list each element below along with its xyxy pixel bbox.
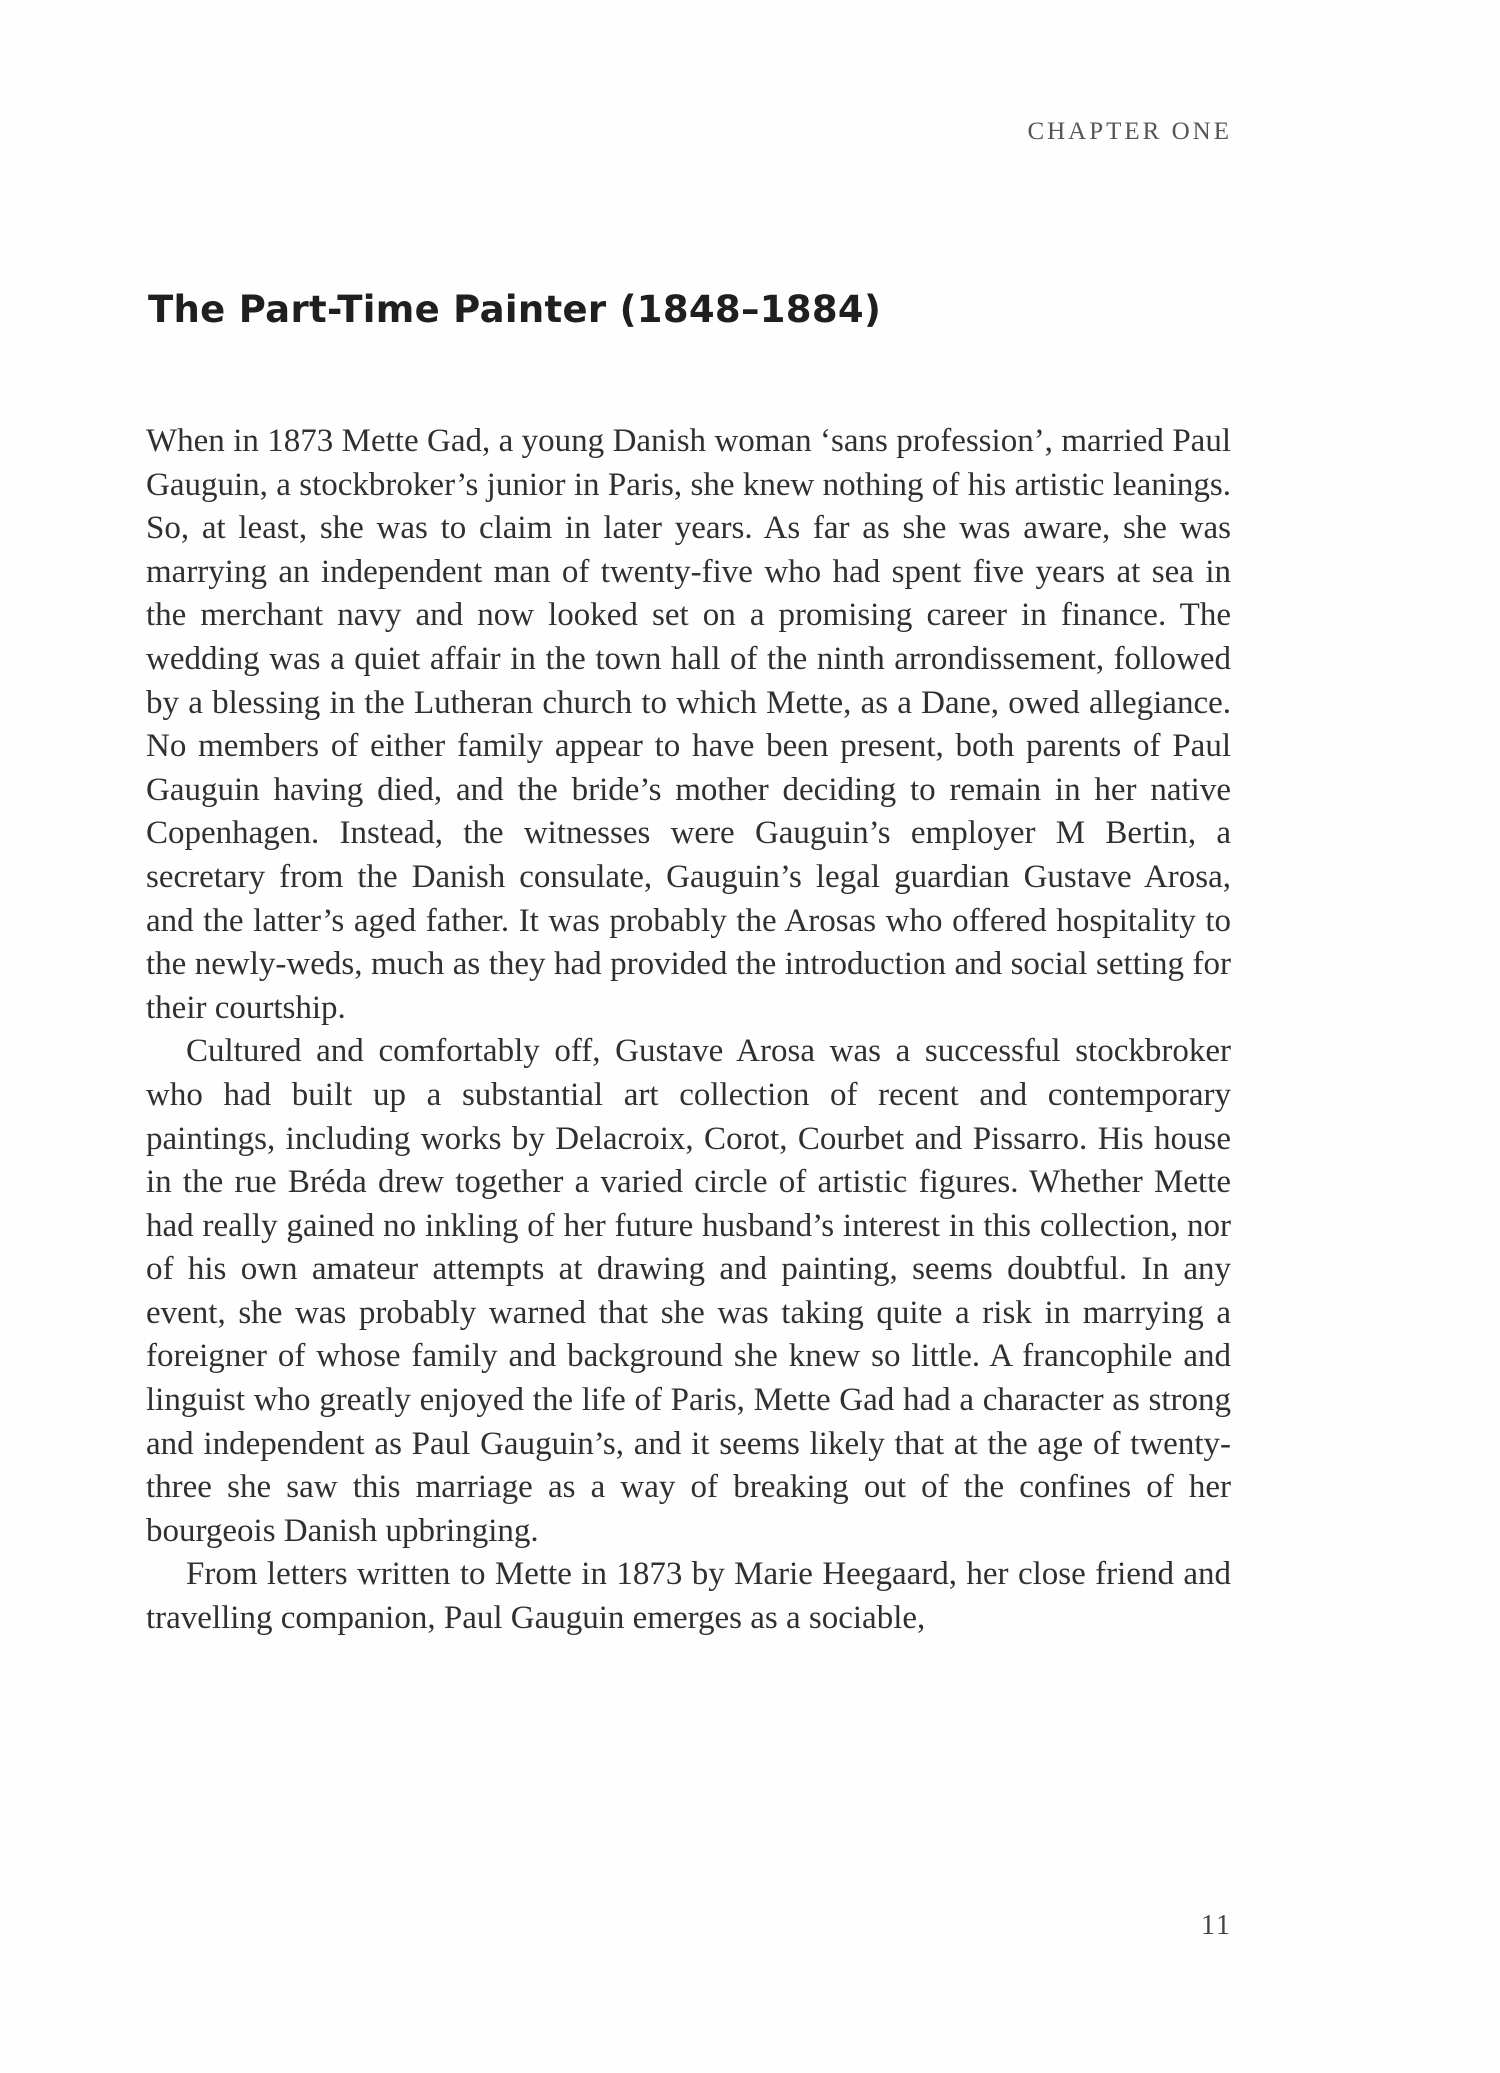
running-head: CHAPTER ONE — [1027, 118, 1232, 145]
paragraph-2: Cultured and comfortably off, Gustave Arosa was a successful stockbroker who had built up a substantial art collection of recent and contemporary paintings, including works by Delacroix, Corot, Courbet and Pissarro. His house in the rue Bréda drew together a varied circle of artistic figures. Whether Mette had really gained no inkling of her future husband’s interest in this collection, nor of his own amateur attempts at drawing and painting, seems doubtful. In any event, she was probably warned that she was taking quite a risk in marrying a foreigner of whose family and background she knew so little. A francophile and linguist who greatly enjoyed the life of Paris, Mette Gad had a character as strong and independent as Paul Gauguin’s, and it seems likely that at the age of twenty-three she saw this marriage as a way of breaking out of the confines of her bourgeois Danish upbringing. — [146, 1033, 1231, 1549]
chapter-title: The Part-Time Painter (1848–1884) — [148, 288, 882, 331]
paragraph-1: When in 1873 Mette Gad, a young Danish woman ‘sans profession’, married Paul Gauguin, a stockbroker’s junior in Paris, she knew nothing of his artistic leanings. So, at least, she was to claim in later years. As far as she was aware, she was marrying an independent man of twenty-five who had spent five years at sea in the merchant navy and now looked set on a promising career in finance. The wedding was a quiet affair in the town hall of the ninth arrondissement, followed by a blessing in the Lutheran church to which Mette, as a Dane, owed allegiance. No members of either family appear to have been present, both parents of Paul Gauguin having died, and the bride’s mother deciding to remain in her native Copenhagen. Instead, the witnesses were Gauguin’s employer M Bertin, a secretary from the Danish consulate, Gauguin’s legal guardian Gustave Arosa, and the latter’s aged father. It was probably the Arosas who offered hospitality to the newly-weds, much as they had provided the introduction and social setting for their courtship. — [146, 423, 1231, 1026]
body-text — [146, 420, 1231, 1641]
paragraph-3: From letters written to Mette in 1873 by Marie Heegaard, her close friend and travelling companion, Paul Gauguin emerges as a sociable, — [146, 1556, 1231, 1637]
page-number: 11 — [1201, 1910, 1232, 1941]
